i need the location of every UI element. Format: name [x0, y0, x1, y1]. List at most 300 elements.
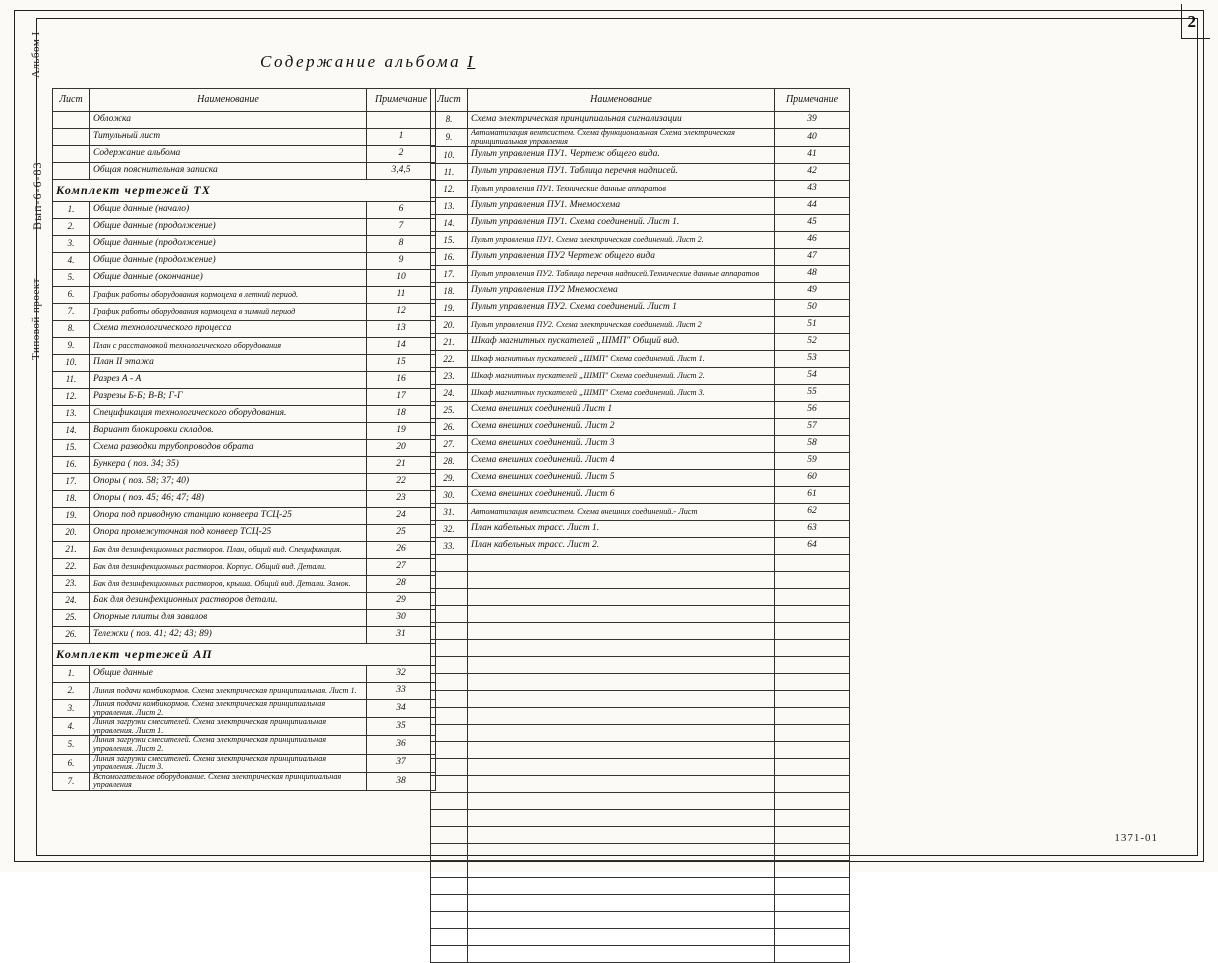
table-row-empty [431, 810, 850, 827]
empty-cell [468, 793, 775, 810]
empty-cell [468, 844, 775, 861]
row-number: 3. [53, 700, 90, 718]
row-name: Схема внешних соединений Лист 1 [468, 402, 775, 419]
table-row [431, 351, 850, 368]
table-row [53, 542, 436, 559]
table-row [431, 283, 850, 300]
empty-cell [775, 861, 850, 878]
table-row [53, 304, 436, 321]
row-number: 18. [431, 283, 468, 300]
row-name: Обложка [90, 112, 367, 129]
row-number: 9. [53, 338, 90, 355]
table-row [53, 718, 436, 736]
row-number: 23. [53, 576, 90, 593]
empty-cell [468, 657, 775, 674]
row-note: 59 [775, 453, 850, 470]
row-name: Пульт управления ПУ2. Схема электрическая соединений. Лист 2 [468, 317, 775, 334]
row-name: Линия подачи комбикормов. Схема электрическая принципиальная. Лист 1. [90, 683, 367, 700]
row-number [53, 163, 90, 180]
row-number: 7. [53, 304, 90, 321]
row-name: Линия загрузки смесителей. Схема электрическая принципиальная управления. Лист 2. [90, 736, 367, 754]
row-number: 15. [53, 440, 90, 457]
row-note: 3,4,5 [367, 163, 436, 180]
row-name: Автоматизация вентсистем. Схема функциональная Схема электрическая принципиальная управления [468, 129, 775, 147]
empty-cell [775, 606, 850, 623]
empty-cell [468, 555, 775, 572]
table-row [431, 402, 850, 419]
table-row [431, 232, 850, 249]
table-body-right [431, 112, 850, 963]
table-row [431, 112, 850, 129]
row-note: 32 [367, 666, 436, 683]
row-name: Шкаф магнитных пускателей „ШМП" Схема соединений. Лист 3. [468, 385, 775, 402]
row-note: 36 [367, 736, 436, 754]
empty-cell [431, 776, 468, 793]
table-row-empty [431, 657, 850, 674]
empty-cell [468, 827, 775, 844]
table-row [431, 538, 850, 555]
row-number: 23. [431, 368, 468, 385]
section-row [53, 180, 436, 202]
table-row-empty [431, 691, 850, 708]
row-name: Линия загрузки смесителей. Схема электрическая принципиальная управления. Лист 3. [90, 754, 367, 772]
empty-cell [775, 878, 850, 895]
empty-cell [775, 623, 850, 640]
row-name: Содержание альбома [90, 146, 367, 163]
row-number: 19. [53, 508, 90, 525]
row-name: Схема внешних соединений. Лист 5 [468, 470, 775, 487]
table-row-empty [431, 759, 850, 776]
table-row [53, 525, 436, 542]
row-name: Общая пояснительная записка [90, 163, 367, 180]
row-number: 14. [53, 423, 90, 440]
col-note: Примечание [367, 89, 436, 112]
row-number: 6. [53, 754, 90, 772]
empty-cell [468, 742, 775, 759]
row-note: 52 [775, 334, 850, 351]
row-name: Общие данные (продолжение) [90, 253, 367, 270]
row-number: 16. [431, 249, 468, 266]
table-row [53, 610, 436, 627]
row-note: 42 [775, 164, 850, 181]
empty-cell [431, 759, 468, 776]
table-row [431, 419, 850, 436]
row-note: 17 [367, 389, 436, 406]
table-row [431, 215, 850, 232]
empty-cell [775, 793, 850, 810]
row-note: 18 [367, 406, 436, 423]
row-note: 11 [367, 287, 436, 304]
row-note: 30 [367, 610, 436, 627]
empty-cell [468, 691, 775, 708]
row-number: 24. [53, 593, 90, 610]
empty-cell [431, 793, 468, 810]
row-number: 17. [431, 266, 468, 283]
empty-cell [775, 725, 850, 742]
table-row [53, 508, 436, 525]
col-sheet: Лист [53, 89, 90, 112]
row-number: 2. [53, 683, 90, 700]
row-note: 54 [775, 368, 850, 385]
row-note: 60 [775, 470, 850, 487]
table-row [431, 181, 850, 198]
row-number: 25. [431, 402, 468, 419]
section-row [53, 644, 436, 666]
row-number: 13. [53, 406, 90, 423]
table-row [53, 270, 436, 287]
row-number: 7. [53, 772, 90, 790]
row-note: 27 [367, 559, 436, 576]
row-note: 55 [775, 385, 850, 402]
row-number: 31. [431, 504, 468, 521]
row-number: 9. [431, 129, 468, 147]
table-row-empty [431, 606, 850, 623]
row-note: 44 [775, 198, 850, 215]
empty-cell [468, 912, 775, 929]
row-number: 30. [431, 487, 468, 504]
row-number: 10. [53, 355, 90, 372]
row-note: 23 [367, 491, 436, 508]
empty-cell [431, 691, 468, 708]
row-number: 18. [53, 491, 90, 508]
empty-cell [775, 691, 850, 708]
table-row-empty [431, 912, 850, 929]
empty-cell [775, 810, 850, 827]
row-number: 21. [431, 334, 468, 351]
col-sheet: Лист [431, 89, 468, 112]
row-name: Автоматизация вентсистем. Схема внешних соединений.- Лист [468, 504, 775, 521]
table-row [53, 772, 436, 790]
row-number: 28. [431, 453, 468, 470]
table-row-empty [431, 708, 850, 725]
row-name: Опора под приводную станцию конвеера ТСЦ-25 [90, 508, 367, 525]
row-name: Схема внешних соединений. Лист 4 [468, 453, 775, 470]
row-number: 26. [431, 419, 468, 436]
empty-cell [431, 640, 468, 657]
table-row-empty [431, 827, 850, 844]
table-row [431, 164, 850, 181]
row-number: 3. [53, 236, 90, 253]
stamp-code: Вып-6-6-83 [30, 161, 44, 230]
row-note: 33 [367, 683, 436, 700]
empty-cell [775, 827, 850, 844]
row-note: 8 [367, 236, 436, 253]
table-row [53, 666, 436, 683]
table-row [53, 338, 436, 355]
row-number: 12. [53, 389, 90, 406]
empty-cell [468, 810, 775, 827]
row-number: 4. [53, 718, 90, 736]
table-row [53, 559, 436, 576]
row-note: 38 [367, 772, 436, 790]
empty-cell [468, 878, 775, 895]
row-name: Опоры ( поз. 58; 37; 40) [90, 474, 367, 491]
row-name: Пульт управления ПУ1. Чертеж общего вида. [468, 147, 775, 164]
table-row [53, 406, 436, 423]
table-row [53, 491, 436, 508]
row-note: 56 [775, 402, 850, 419]
table-row-empty [431, 572, 850, 589]
empty-cell [431, 878, 468, 895]
table-row [53, 389, 436, 406]
row-number: 5. [53, 270, 90, 287]
row-note: 20 [367, 440, 436, 457]
table-row [53, 146, 436, 163]
row-name: Тележки ( поз. 41; 42; 43; 89) [90, 627, 367, 644]
table-row [53, 593, 436, 610]
empty-cell [431, 623, 468, 640]
table-row [431, 317, 850, 334]
empty-cell [431, 861, 468, 878]
empty-cell [431, 589, 468, 606]
stamp-project-type: Типовой проект [30, 278, 42, 360]
row-note: 45 [775, 215, 850, 232]
row-name: Разрез А - А [90, 372, 367, 389]
row-name: Общие данные (продолжение) [90, 219, 367, 236]
row-note: 58 [775, 436, 850, 453]
row-note: 26 [367, 542, 436, 559]
row-number [53, 112, 90, 129]
row-note: 47 [775, 249, 850, 266]
table-row-empty [431, 640, 850, 657]
row-name: Вариант блокировки складов. [90, 423, 367, 440]
row-name: Титульный лист [90, 129, 367, 146]
row-name: Пульт управления ПУ2. Схема соединений. Лист 1 [468, 300, 775, 317]
row-number: 8. [53, 321, 90, 338]
row-name: Общие данные (продолжение) [90, 236, 367, 253]
row-name: Пульт управления ПУ1. Таблица перечня надписей. [468, 164, 775, 181]
row-number: 11. [53, 372, 90, 389]
row-number: 21. [53, 542, 90, 559]
contents-table-left [52, 88, 436, 791]
row-number: 26. [53, 627, 90, 644]
row-note: 24 [367, 508, 436, 525]
empty-cell [431, 725, 468, 742]
row-number: 20. [53, 525, 90, 542]
row-note: 7 [367, 219, 436, 236]
row-number: 13. [431, 198, 468, 215]
row-note: 29 [367, 593, 436, 610]
table-row [431, 334, 850, 351]
empty-cell [775, 555, 850, 572]
table-row [53, 423, 436, 440]
table-row [431, 470, 850, 487]
row-name: Общие данные [90, 666, 367, 683]
row-note: 12 [367, 304, 436, 321]
table-row [431, 198, 850, 215]
empty-cell [775, 708, 850, 725]
empty-cell [468, 640, 775, 657]
table-row [53, 683, 436, 700]
table-row-empty [431, 776, 850, 793]
row-name: Разрезы Б-Б; В-В; Г-Г [90, 389, 367, 406]
row-name: Общие данные (окончание) [90, 270, 367, 287]
table-row [431, 300, 850, 317]
row-name: План с расстановкой технологического оборудования [90, 338, 367, 355]
empty-cell [775, 929, 850, 946]
empty-cell [431, 572, 468, 589]
table-row-empty [431, 793, 850, 810]
row-name: Вспомогательное оборудование. Схема электрическая принципиальная управления [90, 772, 367, 790]
row-note: 19 [367, 423, 436, 440]
row-note: 1 [367, 129, 436, 146]
row-note: 51 [775, 317, 850, 334]
empty-cell [775, 674, 850, 691]
row-note: 16 [367, 372, 436, 389]
table-row [431, 436, 850, 453]
table-row-empty [431, 946, 850, 963]
row-number: 25. [53, 610, 90, 627]
row-name: Пульт управления ПУ2 Чертеж общего вида [468, 249, 775, 266]
table-row [431, 521, 850, 538]
row-note: 62 [775, 504, 850, 521]
row-number: 11. [431, 164, 468, 181]
table-row [431, 385, 850, 402]
row-note: 22 [367, 474, 436, 491]
empty-cell [775, 742, 850, 759]
row-note: 43 [775, 181, 850, 198]
row-note: 9 [367, 253, 436, 270]
empty-cell [468, 623, 775, 640]
footer-code: 1371-01 [1114, 832, 1158, 844]
section-title: Комплект чертежей АП [53, 644, 436, 666]
table-header-row [431, 89, 850, 112]
empty-cell [431, 555, 468, 572]
empty-cell [468, 895, 775, 912]
row-number: 5. [53, 736, 90, 754]
row-note: 14 [367, 338, 436, 355]
empty-cell [775, 589, 850, 606]
row-name: Схема внешних соединений. Лист 6 [468, 487, 775, 504]
row-note: 10 [367, 270, 436, 287]
empty-cell [431, 810, 468, 827]
row-number: 1. [53, 666, 90, 683]
table-row [53, 576, 436, 593]
table-row [431, 129, 850, 147]
row-note: 50 [775, 300, 850, 317]
row-note: 6 [367, 202, 436, 219]
row-name: Схема внешних соединений. Лист 2 [468, 419, 775, 436]
page-title-text: Содержание альбома [260, 52, 462, 71]
row-name: План кабельных трасс. Лист 1. [468, 521, 775, 538]
row-number: 12. [431, 181, 468, 198]
row-name: План кабельных трасс. Лист 2. [468, 538, 775, 555]
row-number: 10. [431, 147, 468, 164]
row-name: Схема разводки трубопроводов обрата [90, 440, 367, 457]
row-number: 20. [431, 317, 468, 334]
table-row-empty [431, 742, 850, 759]
row-name: Бак для дезинфекционных растворов, крыша. Общий вид. Детали. Замок. [90, 576, 367, 593]
row-note: 2 [367, 146, 436, 163]
row-note: 48 [775, 266, 850, 283]
row-note: 41 [775, 147, 850, 164]
row-note: 39 [775, 112, 850, 129]
row-note: 35 [367, 718, 436, 736]
table-row [431, 249, 850, 266]
empty-cell [775, 776, 850, 793]
empty-cell [468, 946, 775, 963]
row-name: Шкаф магнитных пускателей „ШМП" Схема соединений. Лист 1. [468, 351, 775, 368]
row-name: Бак для дезинфекционных растворов. Корпус. Общий вид. Детали. [90, 559, 367, 576]
table-row-empty [431, 878, 850, 895]
empty-cell [431, 742, 468, 759]
empty-cell [468, 759, 775, 776]
empty-cell [431, 827, 468, 844]
row-name: Пульт управления ПУ1. Схема электрическая соединений. Лист 2. [468, 232, 775, 249]
empty-cell [431, 674, 468, 691]
table-row [431, 487, 850, 504]
row-number [53, 146, 90, 163]
table-row-empty [431, 623, 850, 640]
empty-cell [431, 708, 468, 725]
table-row [53, 754, 436, 772]
empty-cell [468, 861, 775, 878]
row-number: 22. [53, 559, 90, 576]
stamp-album: Альбом I [30, 31, 42, 78]
row-name: График работы оборудования кормоцеха в летний период. [90, 287, 367, 304]
empty-cell [468, 929, 775, 946]
empty-cell [468, 589, 775, 606]
row-note [367, 112, 436, 129]
table-row [53, 129, 436, 146]
empty-cell [431, 929, 468, 946]
row-number: 22. [431, 351, 468, 368]
row-note: 64 [775, 538, 850, 555]
table-header-row [53, 89, 436, 112]
row-note: 40 [775, 129, 850, 147]
table-row [53, 440, 436, 457]
table-row [53, 355, 436, 372]
empty-cell [775, 572, 850, 589]
row-note: 15 [367, 355, 436, 372]
table-row [431, 368, 850, 385]
row-number: 15. [431, 232, 468, 249]
row-note: 34 [367, 700, 436, 718]
table-row [53, 253, 436, 270]
row-name: Опоры ( поз. 45; 46; 47; 48) [90, 491, 367, 508]
table-row-empty [431, 844, 850, 861]
empty-cell [775, 759, 850, 776]
col-note: Примечание [775, 89, 850, 112]
col-name: Наименование [90, 89, 367, 112]
page-number: 2 [1187, 12, 1196, 31]
row-note: 49 [775, 283, 850, 300]
row-name: План II этажа [90, 355, 367, 372]
row-name: Пульт управления ПУ2 Мнемосхема [468, 283, 775, 300]
row-note: 63 [775, 521, 850, 538]
table-row [53, 112, 436, 129]
row-note: 46 [775, 232, 850, 249]
page-title-roman: I [467, 52, 476, 71]
table-row-empty [431, 895, 850, 912]
row-number: 32. [431, 521, 468, 538]
empty-cell [468, 725, 775, 742]
empty-cell [775, 640, 850, 657]
row-name: Бак для дезинфекционных растворов детали. [90, 593, 367, 610]
table-row [431, 266, 850, 283]
table-row [53, 627, 436, 644]
row-note: 28 [367, 576, 436, 593]
row-number: 16. [53, 457, 90, 474]
row-name: График работы оборудования кормоцеха в зимний период [90, 304, 367, 321]
empty-cell [775, 657, 850, 674]
row-number: 17. [53, 474, 90, 491]
table-row [53, 163, 436, 180]
row-note: 53 [775, 351, 850, 368]
page-title [260, 52, 475, 72]
row-name: Пульт управления ПУ1. Технические данные аппаратов [468, 181, 775, 198]
row-name: Линия подачи комбикормов. Схема электрическая принципиальная управления. Лист 2. [90, 700, 367, 718]
